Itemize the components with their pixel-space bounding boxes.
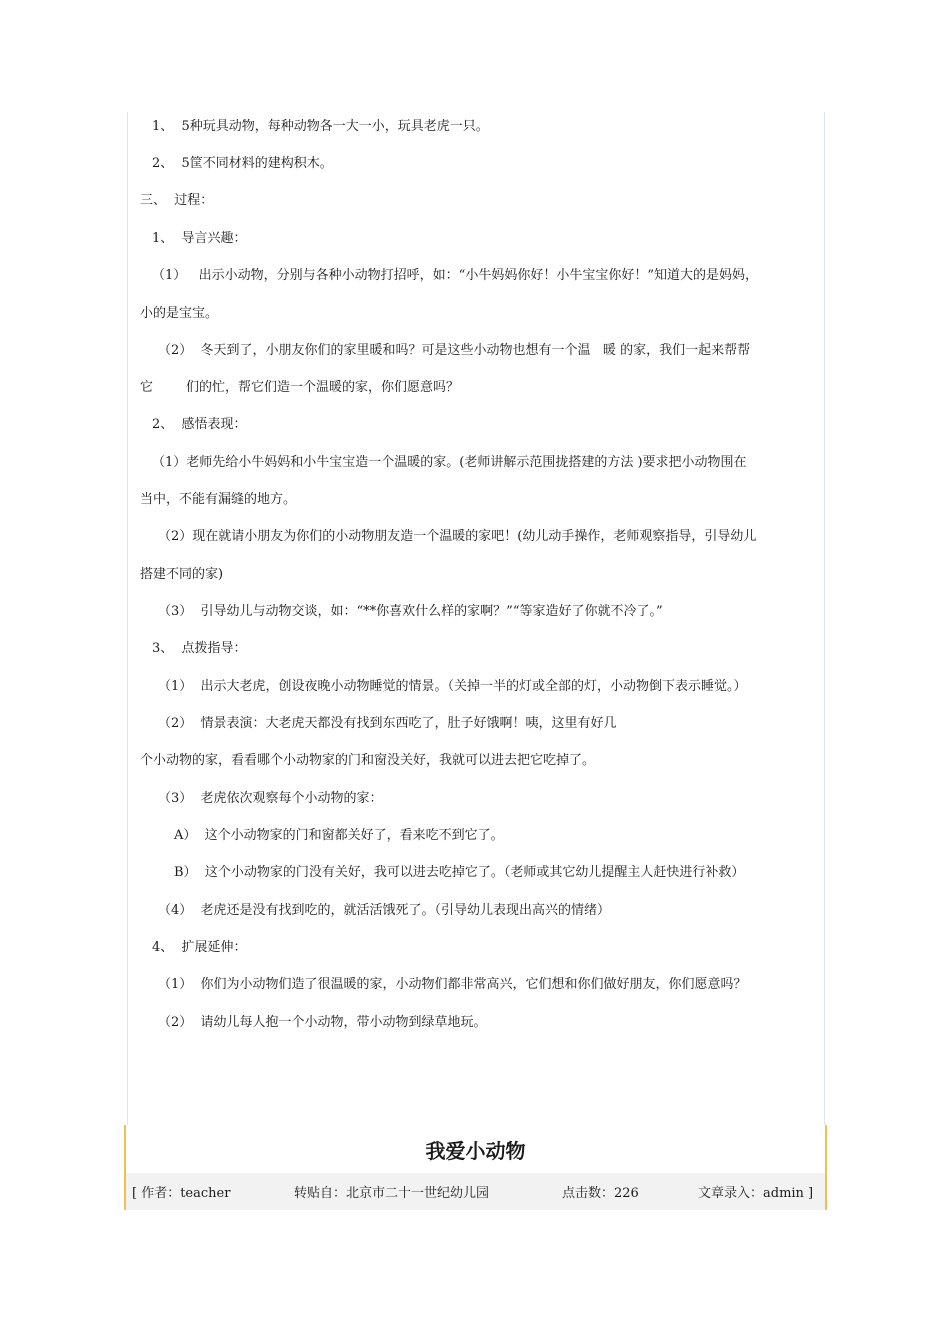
paragraph-line: （4） 老虎还是没有找到吃的，就活活饿死了。（引导幼儿表现出高兴的情绪）: [158, 903, 611, 918]
paragraph-line: （2） 情景表演：大老虎天都没有找到东西吃了，肚子好饿啊！咦，这里有好几: [158, 716, 617, 731]
paragraph-line: （1）老师先给小牛妈妈和小牛宝宝造一个温暖的家。(老师讲解示范围拢搭建的方法 )要求把小动物围在: [152, 455, 747, 470]
paragraph-line: 它 们的忙，帮它们造一个温暖的家，你们愿意吗？: [140, 380, 460, 395]
paragraph-line: （1） 出示大老虎，创设夜晚小动物睡觉的情景。（关掉一半的灯或全部的灯，小动物倒下表示睡觉。）: [158, 679, 747, 694]
editor-info: 文章录入：admin ]: [698, 1186, 814, 1201]
article-meta-bar: [124, 1173, 827, 1210]
paragraph-line: （3） 老虎依次观察每个小动物的家：: [158, 791, 383, 806]
paragraph-line: 当中，不能有漏缝的地方。: [140, 492, 297, 507]
paragraph-line: 1、 5种玩具动物，每种动物各一大一小，玩具老虎一只。: [152, 119, 489, 134]
paragraph-line: 小的是宝宝。: [140, 306, 219, 321]
paragraph-line: （1） 你们为小动物们造了很温暖的家，小动物们都非常高兴，它们想和你们做好朋友，你们愿意吗？: [158, 977, 747, 992]
hit-count: 点击数：226: [562, 1186, 639, 1201]
subsection-heading: 1、 导言兴趣：: [152, 231, 247, 246]
subsection-heading: 4、 扩展延伸：: [152, 940, 247, 955]
list-item: B） 这个小动物家的门没有关好，我可以进去吃掉它了。（老师或其它幼儿提醒主人赶快进行补救）: [174, 865, 745, 880]
paragraph-line: 2、 5筐不同材料的建构积木。: [152, 156, 333, 171]
left-frame-border: [127, 112, 128, 1127]
article-title: 我爱小动物: [425, 1139, 526, 1163]
paragraph-line: （2）现在就请小朋友为你们的小动物朋友造一个温暖的家吧！(幼儿动手操作，老师观察指导，引导幼儿: [158, 529, 757, 544]
subsection-heading: 2、 感悟表现：: [152, 417, 247, 432]
paragraph-line: 个小动物的家，看看哪个小动物家的门和窗没关好，我就可以进去把它吃掉了。: [140, 753, 596, 768]
paragraph-line: （1） 出示小动物，分别与各种小动物打招呼，如：“小牛妈妈你好！小牛宝宝你好！”知道大的是妈妈，: [152, 268, 758, 283]
section-heading: 三、 过程：: [140, 193, 214, 208]
right-frame-border: [824, 112, 825, 1127]
subsection-heading: 3、 点拨指导：: [152, 641, 247, 656]
paragraph-line: （3） 引导幼儿与动物交谈，如：“**你喜欢什么样的家啊？”“等家造好了你就不冷了。”: [158, 604, 663, 619]
article-title-bar: [124, 1125, 827, 1173]
author-info: [ 作者：teacher: [132, 1186, 231, 1201]
paragraph-line: （2） 请幼儿每人抱一个小动物，带小动物到绿草地玩。: [158, 1015, 487, 1030]
paragraph-line: 搭建不同的家): [140, 567, 224, 582]
list-item: A） 这个小动物家的门和窗都关好了，看来吃不到它了。: [174, 828, 504, 843]
source-info: 转贴自：北京市二十一世纪幼儿园: [294, 1186, 490, 1201]
paragraph-line: （2） 冬天到了，小朋友你们的家里暖和吗？可是这些小动物也想有一个温 暖 的家，我们一起来帮帮: [158, 343, 751, 358]
